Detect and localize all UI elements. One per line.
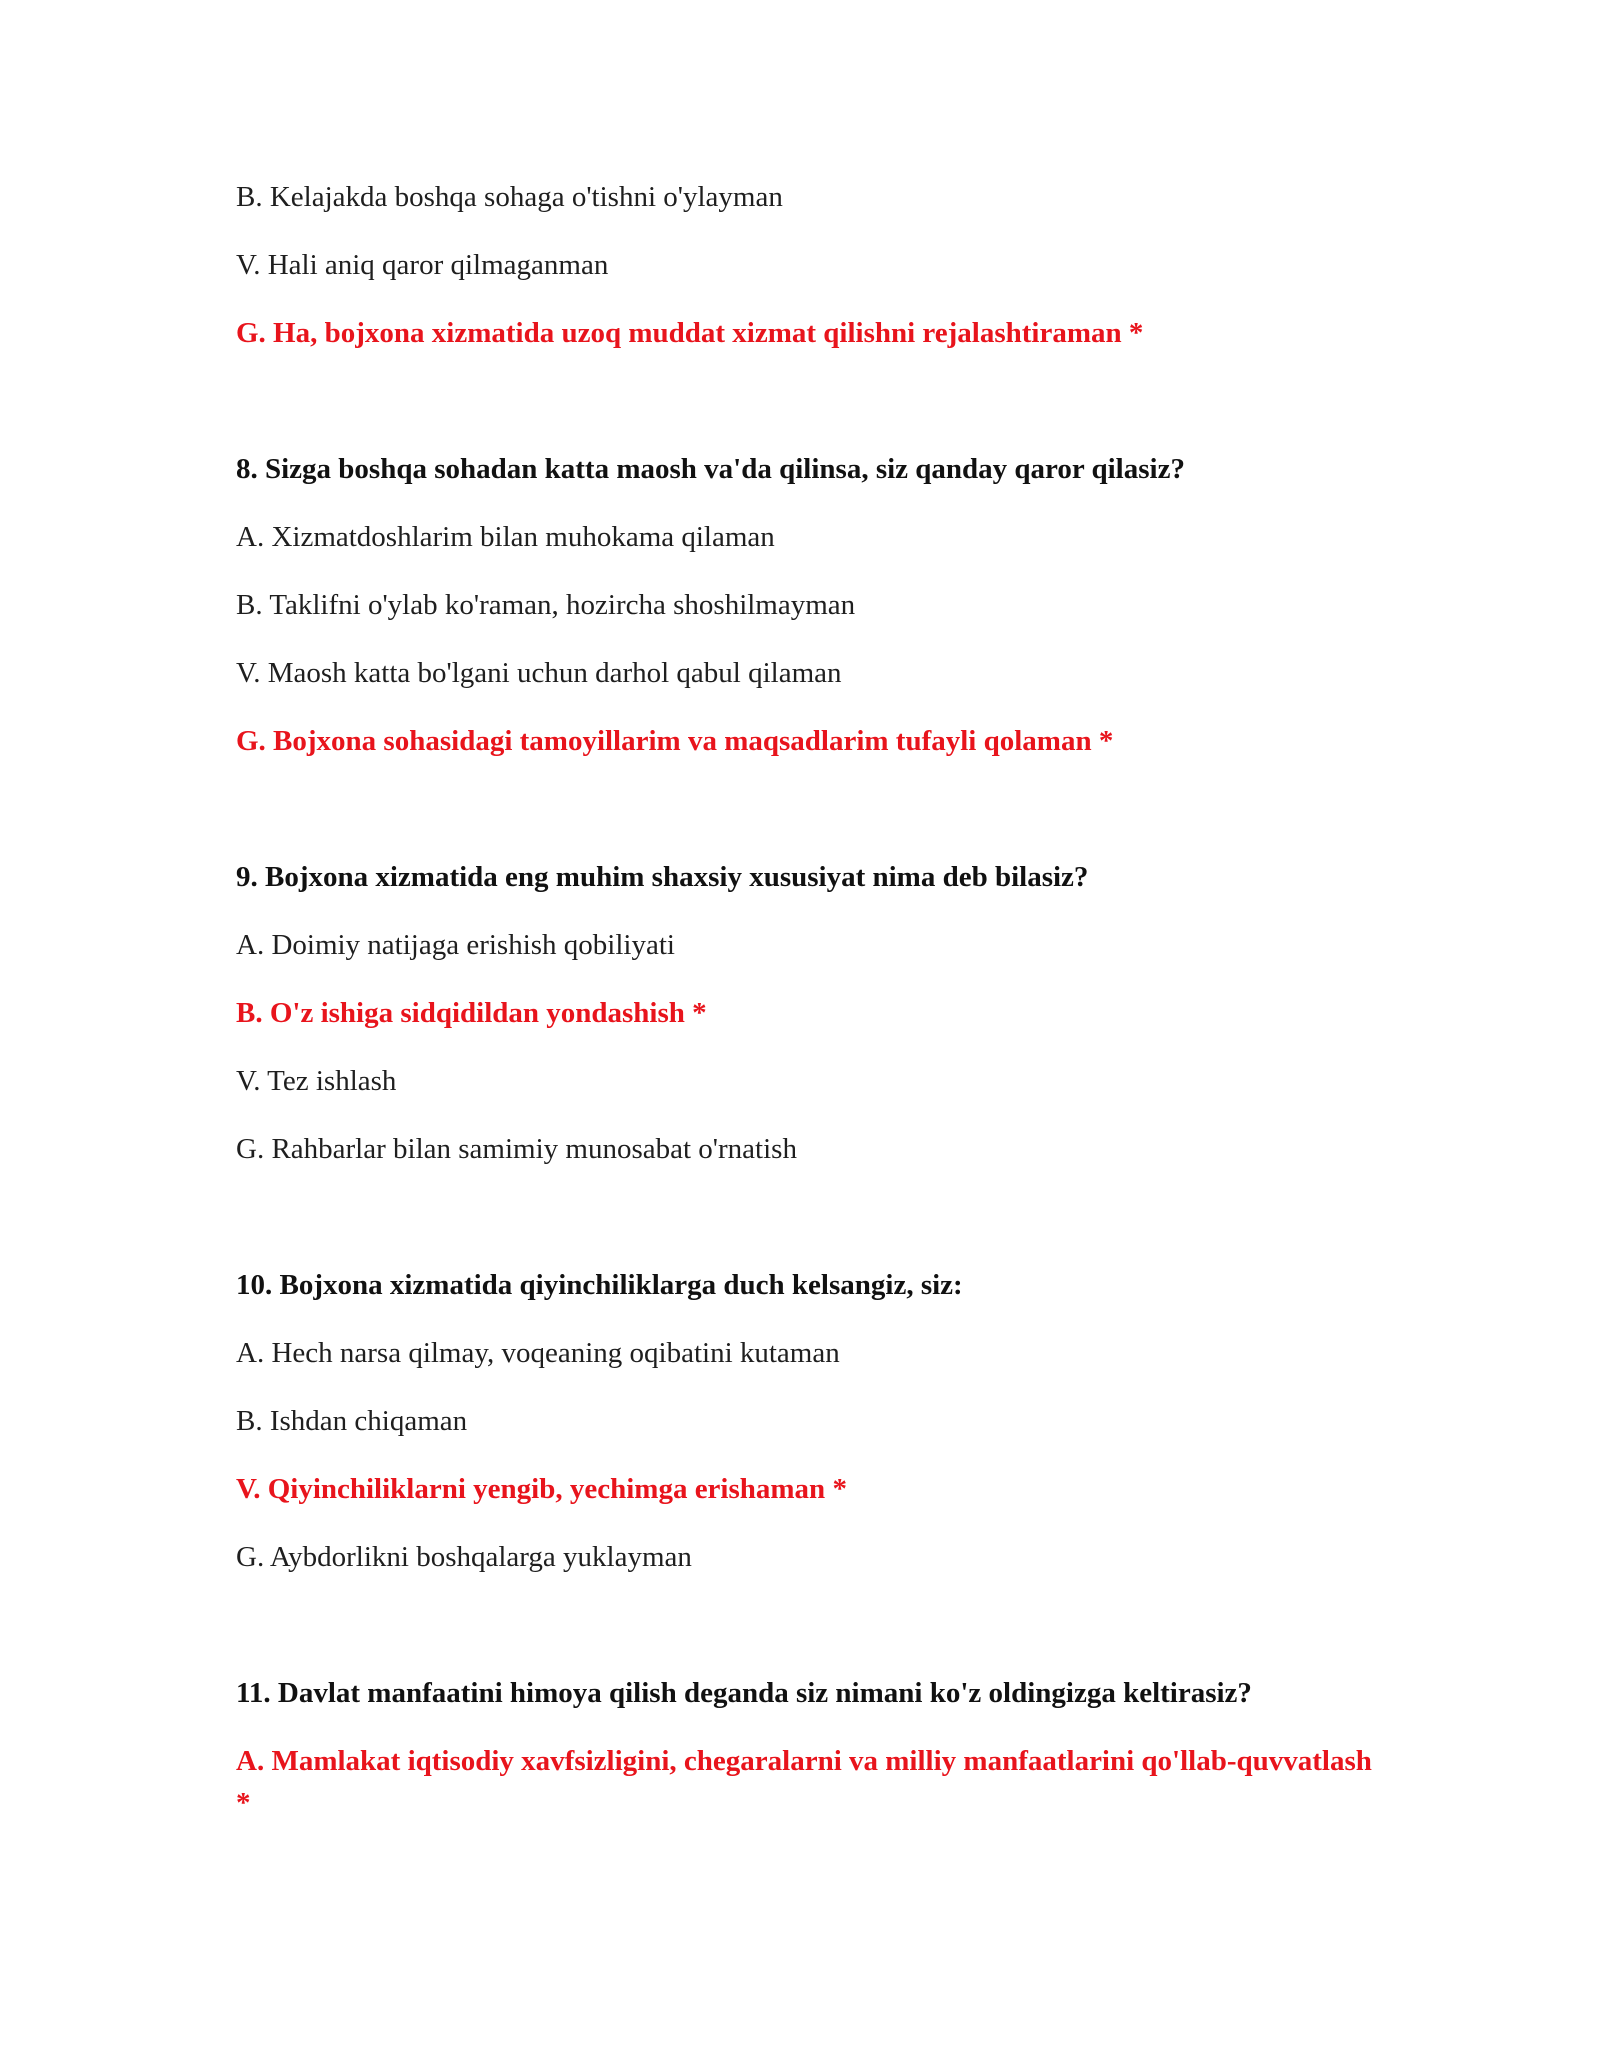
question-8-option-v: V. Maosh katta bo'lgani uchun darhol qabul qilaman [236, 657, 842, 689]
question-11-option-a-correct: A. Mamlakat iqtisodiy xavfsizligini, chegaralarni va milliy manfaatlarini qo'llab-quvvatlash * [236, 1745, 1372, 1819]
question-9-option-g: G. Rahbarlar bilan samimiy munosabat o'rnatish [236, 1133, 797, 1165]
question-9-option-a: A. Doimiy natijaga erishish qobiliyati [236, 929, 675, 961]
question-8-option-b: B. Taklifni o'ylab ko'raman, hozircha shoshilmayman [236, 589, 856, 621]
question-9-option-v: V. Tez ishlash [236, 1065, 397, 1097]
document-page [236, 176, 1386, 1850]
question-10-option-a: A. Hech narsa qilmay, voqeaning oqibatini kutaman [236, 1337, 840, 1369]
question-10-option-g: G. Aybdorlikni boshqalarga yuklayman [236, 1541, 692, 1573]
question-10-title: 10. Bojxona xizmatida qiyinchiliklarga duch kelsangiz, siz: [236, 1269, 963, 1301]
question-9-option-b-correct: B. O'z ishiga sidqidildan yondashish * [236, 997, 707, 1029]
question-11-title: 11. Davlat manfaatini himoya qilish deganda siz nimani ko'z oldingizga keltirasiz? [236, 1677, 1252, 1709]
prev-option-b: B. Kelajakda boshqa sohaga o'tishni o'ylayman [236, 181, 783, 213]
question-10-option-v-correct: V. Qiyinchiliklarni yengib, yechimga erishaman * [236, 1473, 847, 1505]
prev-option-g-correct: G. Ha, bojxona xizmatida uzoq muddat xizmat qilishni rejalashtiraman * [236, 317, 1144, 349]
question-10-option-b: B. Ishdan chiqaman [236, 1405, 468, 1437]
prev-option-v: V. Hali aniq qaror qilmaganman [236, 249, 609, 281]
question-8-option-g-correct: G. Bojxona sohasidagi tamoyillarim va maqsadlarim tufayli qolaman * [236, 725, 1114, 757]
question-8-title: 8. Sizga boshqa sohadan katta maosh va'da qilinsa, siz qanday qaror qilasiz? [236, 453, 1185, 485]
question-9-title: 9. Bojxona xizmatida eng muhim shaxsiy xususiyat nima deb bilasiz? [236, 861, 1089, 893]
question-8-option-a: A. Xizmatdoshlarim bilan muhokama qilaman [236, 521, 775, 553]
